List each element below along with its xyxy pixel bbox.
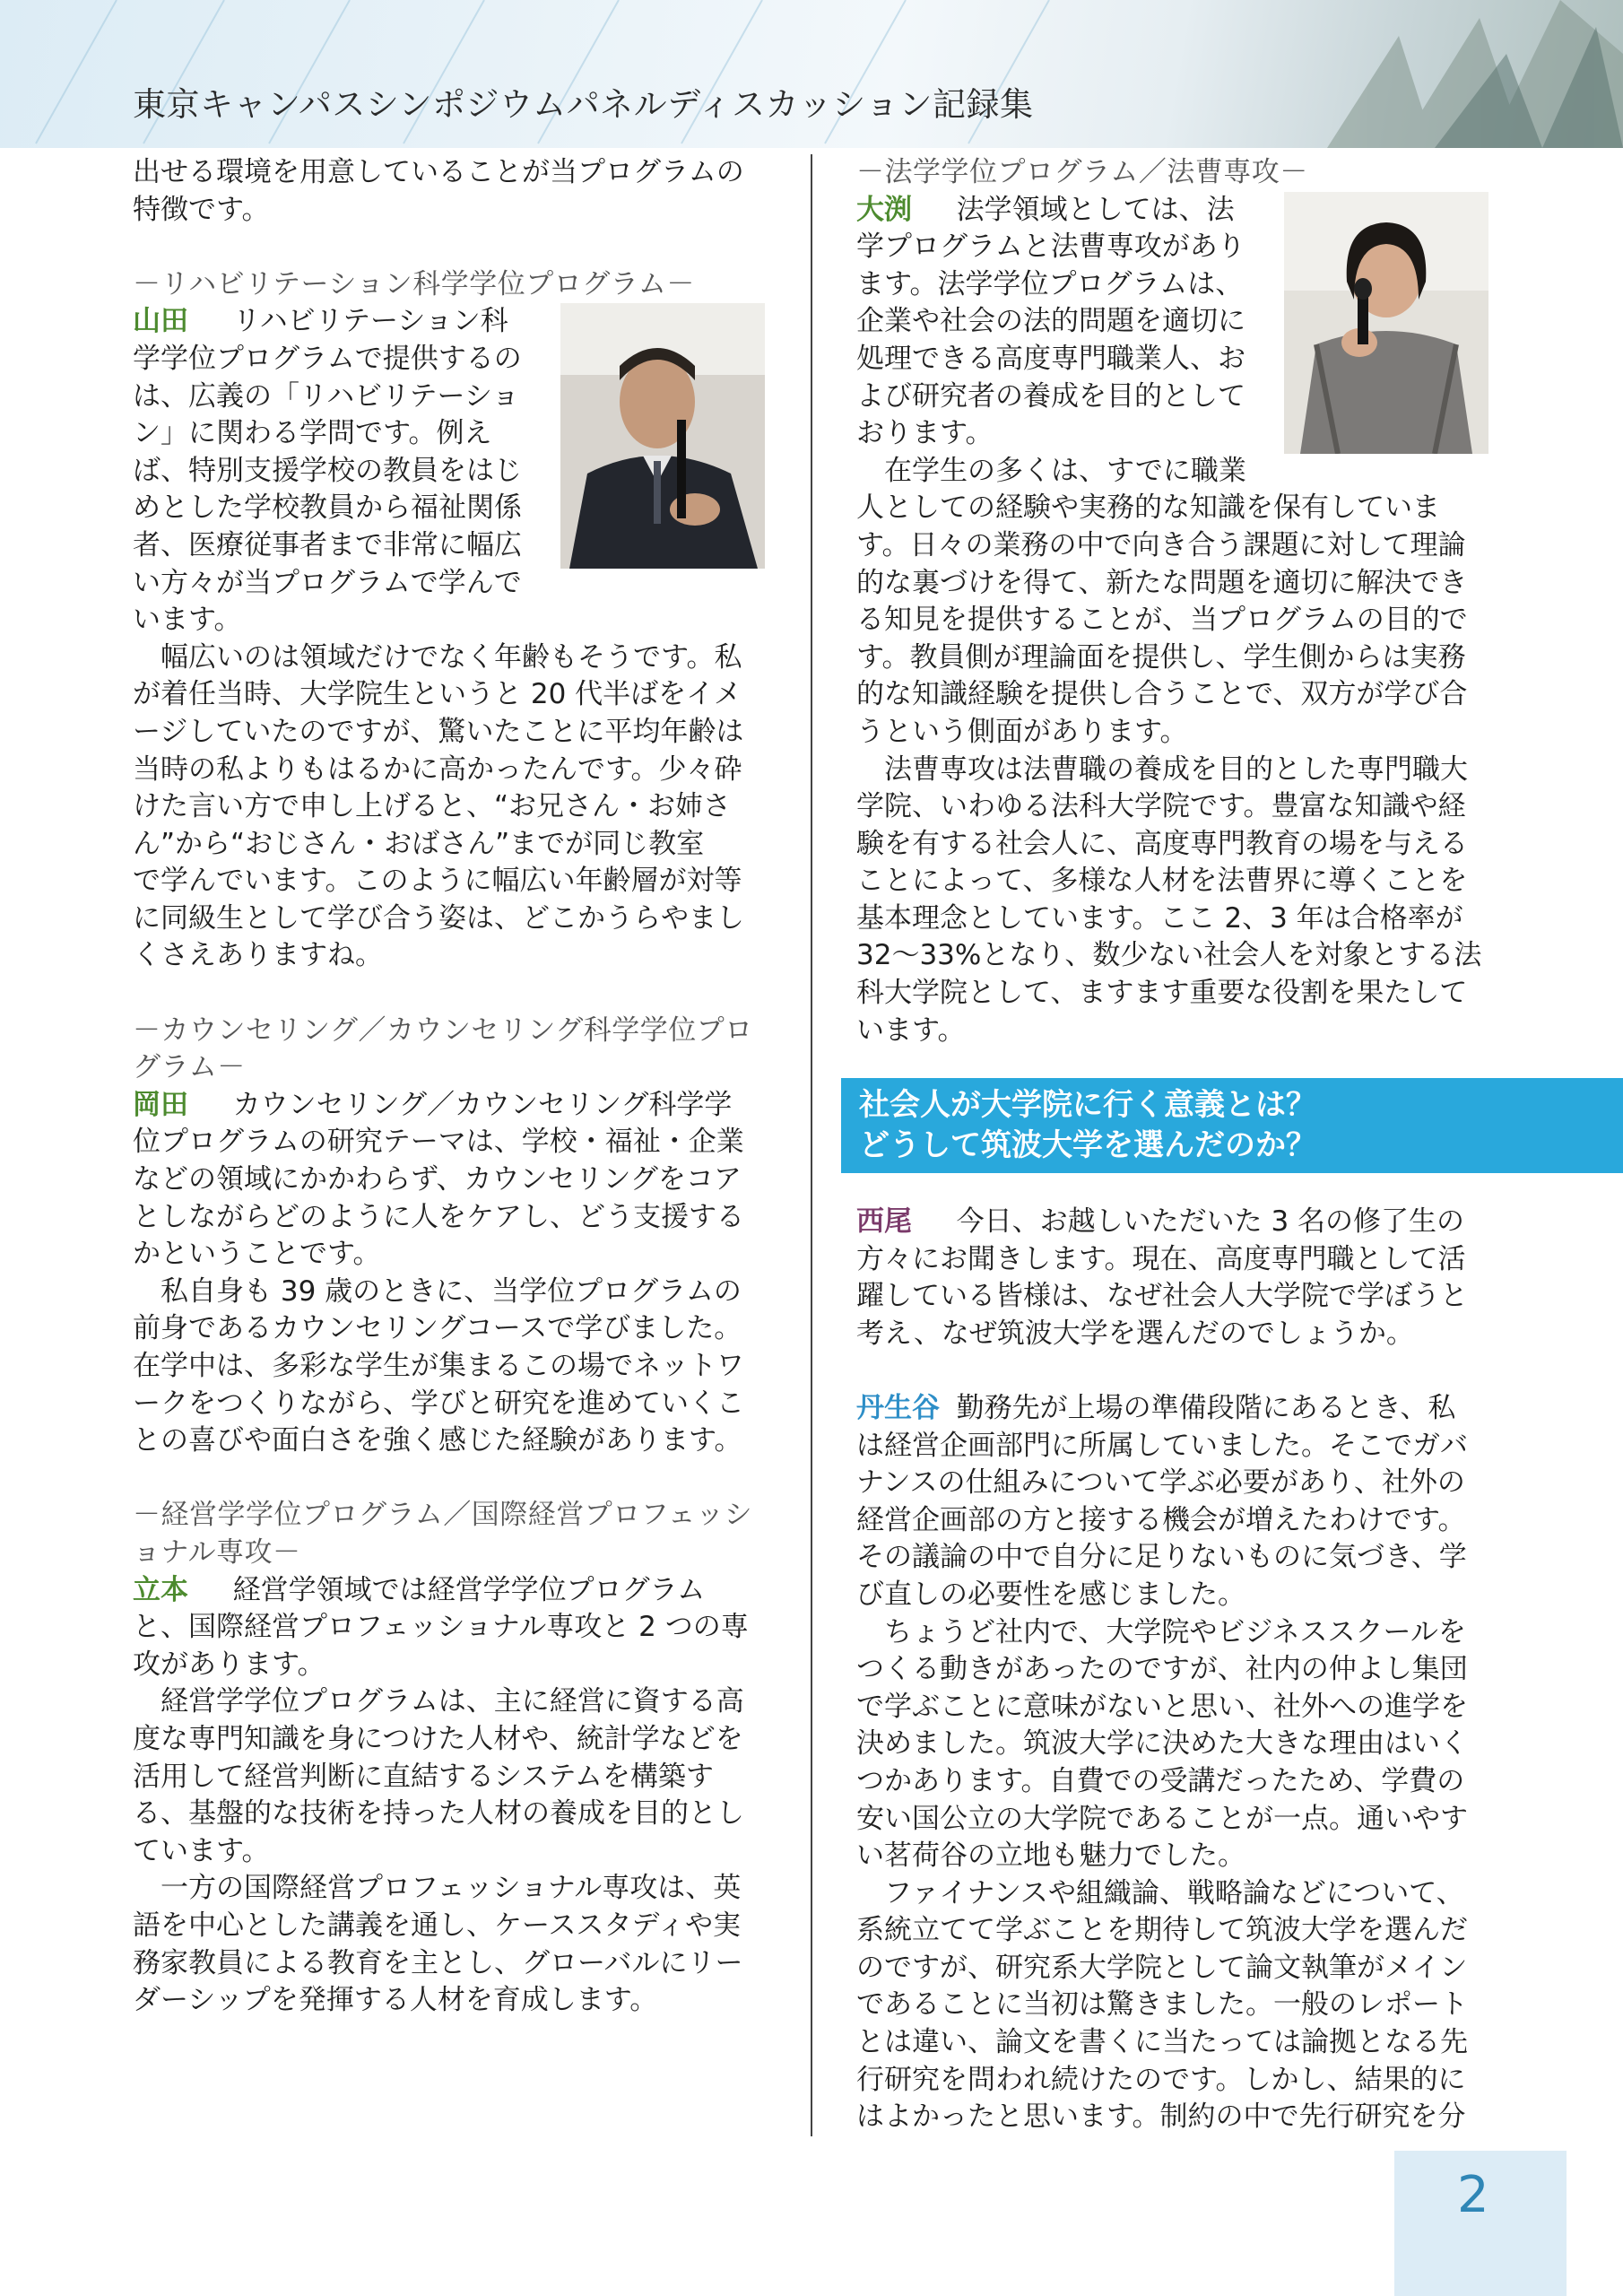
- text-line: 者、医療従事者まで非常に幅広: [133, 528, 522, 561]
- section-label-law: －法学学位プログラム／法曹専攻－: [856, 156, 1308, 188]
- text-line: います。: [133, 604, 242, 637]
- text-line: のですが、研究系大学院として論文執筆がメイン: [856, 1951, 1468, 1984]
- speaker-name-nishio: 西尾: [856, 1205, 912, 1238]
- text-line: 法学領域としては、法: [956, 193, 1235, 226]
- text-line: 法曹専攻は法曹職の養成を目的とした専門職大: [856, 752, 1468, 786]
- text-line: 当時の私よりもはるかに高かったんです。少々砕: [133, 752, 742, 786]
- text-line: 処理できる高度専門職業人、お: [856, 342, 1245, 375]
- text-line: つかあります。自費での受講だったため、学費の: [856, 1764, 1465, 1797]
- left-column: [133, 154, 765, 2020]
- text-line: は、広義の「リハビリテーショ: [133, 379, 520, 413]
- text-line: ん”から“おじさん・おばさん”までが同じ教室: [133, 827, 705, 860]
- text-line: る、基盤的な技術を持った人材の養成を目的とし: [133, 1797, 744, 1831]
- header-decoration-image: [0, 0, 1623, 148]
- text-line: カウンセリング／カウンセリング科学学: [232, 1088, 733, 1121]
- speaker-name-okada: 岡田: [133, 1088, 188, 1121]
- text-line: が着任当時、大学院生というと 20 代半ばをイメ: [133, 678, 742, 711]
- text-line: る知見を提供することが、当プログラムの目的で: [856, 604, 1468, 637]
- text-line: 躍している皆様は、なぜ社会人大学院で学ぼうと: [856, 1280, 1468, 1313]
- speaker-name-niuya: 丹生谷: [856, 1391, 940, 1424]
- text-line: 今日、お越しいただいた 3 名の修了生の: [956, 1205, 1465, 1238]
- text-line: び直しの必要性を感じました。: [856, 1578, 1245, 1611]
- text-line: 在学中は、多彩な学生が集まるこの場でネットワ: [133, 1350, 744, 1382]
- text-line: ナンスの仕組みについて学ぶ必要があり、社外の: [856, 1466, 1465, 1500]
- text-line: ークをつくりながら、学びと研究を進めていくこ: [133, 1387, 744, 1420]
- text-line: 語を中心とした講義を通し、ケーススタディや実: [133, 1909, 741, 1942]
- speaker-photo-obuchi: [1284, 192, 1488, 454]
- text-line: うという側面があります。: [856, 715, 1188, 748]
- text-line: 学院、いわゆる法科大学院です。豊富な知識や経: [856, 790, 1466, 823]
- text-line: す。教員側が理論面を提供し、学生側からは実務: [856, 640, 1466, 674]
- text-line: い茗荷谷の立地も魅力でした。: [856, 1839, 1245, 1873]
- text-line: 出せる環境を用意していることが当プログラムの: [133, 156, 744, 188]
- text-line: ています。: [133, 1834, 270, 1867]
- text-line: 私自身も 39 歳のときに、当学位プログラムの: [133, 1274, 742, 1308]
- text-line: けた言い方で申し上げると、“お兄さん・お姉さ: [133, 790, 732, 823]
- text-line: で学ぶことに意味がないと思い、社外への進学を: [856, 1690, 1468, 1723]
- text-line: 経営学学位プログラムは、主に経営に資する高: [133, 1685, 744, 1718]
- text-line: 一方の国際経営プロフェッショナル専攻は、英: [133, 1872, 742, 1905]
- text-line: めとした学校教員から福祉関係: [133, 491, 522, 525]
- document-title: 東京キャンパスシンポジウムパネルディスカッション記録集: [133, 85, 1034, 124]
- section-heading: [841, 1078, 1623, 1173]
- text-line: 人としての経験や実務的な知識を保有していま: [856, 491, 1440, 525]
- text-line: 位プログラムの研究テーマは、学校・福祉・企業: [133, 1126, 744, 1159]
- text-line: 系統立てて学ぶことを期待して筑波大学を選んだ: [856, 1914, 1468, 1947]
- text-line: かということです。: [133, 1238, 381, 1271]
- text-line: ば、特別支援学校の教員をはじ: [133, 454, 522, 487]
- right-column-lower: [856, 1204, 1488, 2136]
- text-line: 勤務先が上場の準備段階にあるとき、私: [956, 1391, 1456, 1424]
- text-line: 32～33%となり、数少ない社会人を対象とする法: [856, 939, 1482, 972]
- text-line: ダーシップを発揮する人材を育成します。: [133, 1984, 658, 2017]
- section-label-counseling: グラム－: [133, 1051, 246, 1084]
- speaker-name-obuchi: 大渕: [856, 193, 912, 226]
- text-line: 行研究を問われ続けたのです。しかし、結果的に: [856, 2063, 1466, 2096]
- text-line: ン」に関わる学問です。例え: [133, 417, 492, 450]
- header-band: [0, 0, 1623, 148]
- text-line: と、国際経営プロフェッショナル専攻と 2 つの専: [133, 1611, 749, 1644]
- text-line: ージしていたのですが、驚いたことに平均年齢は: [133, 715, 744, 748]
- text-line: 的な知識経験を提供し合うことで、双方が学び合: [856, 678, 1468, 711]
- text-line: 活用して経営判断に直結するシステムを構築す: [133, 1760, 714, 1793]
- text-line: リハビリテーション科: [232, 305, 508, 338]
- text-line: としながらどのように人をケアし、どう支援する: [133, 1200, 744, 1233]
- text-line: す。日々の業務の中で向き合う課題に対して理論: [856, 528, 1466, 561]
- text-line: 務家教員による教育を主とし、グローバルにリー: [133, 1946, 743, 1979]
- text-line: ファイナンスや組織論、戦略論などについて、: [856, 1876, 1464, 1909]
- text-line: とは違い、論文を書くに当たっては論拠となる先: [856, 2026, 1468, 2059]
- text-line: ます。法学学位プログラムは、: [856, 267, 1244, 300]
- text-line: 方々にお聞きします。現在、高度専門職として活: [856, 1242, 1466, 1275]
- text-line: は経営企画部門に所属していました。そこでガバ: [856, 1429, 1468, 1462]
- section-label-management: ョナル専攻－: [133, 1535, 301, 1569]
- text-line: との喜びや面白さを強く感じた経験があります。: [133, 1424, 742, 1457]
- text-line: います。: [856, 1013, 966, 1047]
- text-line: 的な裏づけを得て、新たな問題を適切に解決でき: [856, 566, 1468, 599]
- section-label-counseling: －カウンセリング／カウンセリング科学学位プロ: [133, 1013, 753, 1047]
- text-line: 経営企画部の方と接する機会が増えたわけです。: [856, 1503, 1466, 1536]
- text-line: おります。: [856, 417, 994, 450]
- text-line: 前身であるカウンセリングコースで学びました。: [133, 1312, 742, 1345]
- text-line: 安い国公立の大学院であることが一点。通いやす: [856, 1802, 1468, 1835]
- text-line: 学学位プログラムで提供するの: [133, 342, 522, 375]
- text-line: ことによって、多様な人材を法曹界に導くことを: [856, 865, 1468, 898]
- text-line: 基本理念としています。ここ 2、3 年は合格率が: [856, 901, 1463, 935]
- text-line: に同級生として学び合う姿は、どこかうらやまし: [133, 901, 744, 935]
- text-line: 経営学領域では経営学学位プログラム: [232, 1573, 706, 1606]
- text-line: 特徴です。: [133, 193, 270, 226]
- text-line: 考え、なぜ筑波大学を選んだのでしょうか。: [856, 1317, 1414, 1350]
- text-line: 幅広いのは領域だけでなく年齢もそうです。私: [133, 640, 742, 674]
- text-line: くさえありますね。: [133, 939, 383, 972]
- text-line: つくる動きがあったのですが、社内の仲よし集団: [856, 1653, 1468, 1686]
- text-line: 企業や社会の法的問題を適切に: [856, 305, 1245, 338]
- section-heading-line: どうして筑波大学を選んだのか？: [859, 1127, 1316, 1163]
- text-line: で学んでいます。このように幅広い年齢層が対等: [133, 865, 742, 898]
- section-heading-line: 社会人が大学院に行く意義とは？: [859, 1087, 1316, 1123]
- text-line: 攻があります。: [133, 1648, 325, 1681]
- text-line: などの領域にかかわらず、カウンセリングをコア: [133, 1163, 742, 1196]
- page-number: 2: [1457, 2166, 1489, 2224]
- right-column: [856, 154, 1488, 1049]
- text-line: その議論の中で自分に足りないものに気づき、学: [856, 1541, 1467, 1574]
- section-label-management: －経営学学位プログラム／国際経営プロフェッシ: [133, 1499, 753, 1532]
- section-label-rehab: －リハビリテーション科学学位プログラム－: [133, 267, 695, 300]
- speaker-photo-yamada: [560, 303, 765, 569]
- text-line: よび研究者の養成を目的として: [856, 379, 1245, 413]
- text-line: ちょうど社内で、大学院やビジネススクールを: [856, 1615, 1466, 1648]
- text-line: 在学生の多くは、すでに職業: [856, 454, 1246, 487]
- speaker-name-yamada: 山田: [133, 305, 188, 338]
- text-line: 験を有する社会人に、高度専門教育の場を与える: [856, 827, 1468, 860]
- column-divider: [811, 154, 812, 2136]
- text-line: い方々が当プログラムで学んで: [133, 566, 522, 599]
- text-line: 決めました。筑波大学に決めた大きな理由はいく: [856, 1727, 1468, 1761]
- text-line: 度な専門知識を身につけた人材や、統計学などを: [133, 1722, 743, 1755]
- text-line: はよかったと思います。制約の中で先行研究を分: [856, 2100, 1466, 2134]
- text-line: 学プログラムと法曹専攻があり: [856, 230, 1245, 264]
- text-line: であることに当初は驚きました。一般のレポート: [856, 1988, 1468, 2022]
- text-line: 科大学院として、ますます重要な役割を果たして: [856, 977, 1468, 1010]
- speaker-name-tatsumoto: 立本: [133, 1573, 188, 1606]
